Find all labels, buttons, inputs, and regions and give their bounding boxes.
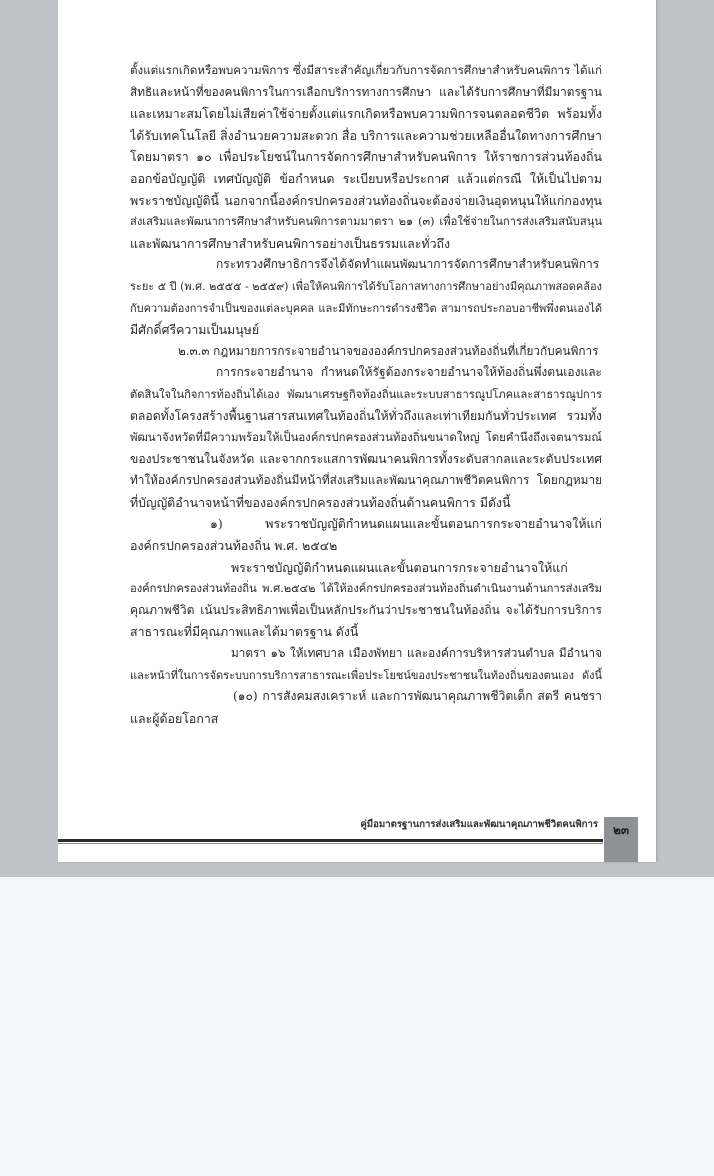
paragraph-line: และพัฒนาการศึกษาสำหรับคนพิการอย่างเป็นธรรมและทั่วถึง bbox=[130, 235, 451, 251]
footer-book-title: คู่มือมาตรฐานการส่งเสริมและพัฒนาคุณภาพชีวิตคนพิการ bbox=[360, 819, 598, 830]
empty-viewer-area bbox=[0, 877, 714, 1176]
paragraph-line: และผู้ด้อยโอกาส bbox=[130, 710, 219, 726]
paragraph-line: ที่บัญญัติอำนาจหน้าที่ขององค์กรปกครองส่วนท้องถิ่นด้านคนพิการ มีดังนี้ bbox=[130, 494, 511, 510]
paragraph-line: มีศักดิ์ศรีความเป็นมนุษย์ bbox=[130, 322, 260, 338]
footer-rule-thin bbox=[58, 843, 603, 844]
paragraph-line: ได้รับเทคโนโลยี สิ่งอำนวยความสะดวก สื่อ บริการและความช่วยเหลืออื่นใดทางการศึกษา bbox=[130, 127, 602, 143]
paragraph-line: พัฒนาจังหวัดที่มีความพร้อมให้เป็นองค์กรปกครองส่วนท้องถิ่นขนาดใหญ่ โดยคำนึงถึงเจตนารมณ์ bbox=[130, 430, 602, 445]
paragraph-line: กับความต้องการจำเป็นของแต่ละบุคคล และมีทักษะการดำรงชีวิต สามารถประกอบอาชีพพึ่งตนเองได้ bbox=[130, 301, 602, 315]
paragraph-line: (๑๐) การสังคมสงเคราะห์ และการพัฒนาคุณภาพชีวิตเด็ก สตรี คนชรา bbox=[233, 689, 602, 704]
paragraph-line: และเหมาะสมโดยไม่เสียค่าใช้จ่ายตั้งแต่แรกเกิดหรือพบความพิการจนตลอดชีวิต พร้อมทั้ง bbox=[130, 106, 602, 122]
paragraph-line: ตั้งแต่แรกเกิดหรือพบความพิการ ซึ่งมีสาระสำคัญเกี่ยวกับการจัดการศึกษาสำหรับคนพิการ ได้แก่ bbox=[130, 63, 602, 77]
paragraph-line: คุณภาพชีวิต เน้นประสิทธิภาพเพื่อเป็นหลักประกันว่าประชาชนในท้องถิ่น จะได้รับการบริการ bbox=[130, 602, 602, 617]
paragraph-line: องค์กรปกครองส่วนท้องถิ่น พ.ศ.๒๕๔๒ ได้ให้องค์กรปกครองส่วนท้องถิ่นดำเนินงานด้านการส่งเสริม bbox=[130, 582, 602, 596]
paragraph-line: และหน้าที่ในการจัดระบบการบริการสาธารณะเพื่อประโยชน์ของประชาชนในท้องถิ่นของตนเอง ดังนี้ bbox=[130, 668, 602, 682]
paragraph-line: ระยะ ๕ ปี (พ.ศ. ๒๕๕๕ - ๒๕๕๙) เพื่อให้คนพิการได้รับโอกาสทางการศึกษาอย่างมีคุณภาพสอดคล้อง bbox=[130, 279, 602, 293]
paragraph-line: ทำให้องค์กรปกครองส่วนท้องถิ่นมีหน้าที่ส่งเสริมและพัฒนาคุณภาพชีวิตคนพิการ โดยกฎหมาย bbox=[130, 473, 602, 488]
paragraph-line: โดยมาตรา ๑๐ เพื่อประโยชน์ในการจัดการศึกษาสำหรับคนพิการ ให้ราชการส่วนท้องถิ่น bbox=[130, 149, 602, 165]
page-number-tab bbox=[604, 817, 638, 862]
page-number: ๒๓ bbox=[612, 823, 630, 837]
list-item-line: ๑) พระราชบัญญัติกำหนดแผนและขั้นตอนการกระจายอำนาจให้แก่ bbox=[210, 516, 602, 532]
paragraph-line: ของประชาชนในจังหวัด และจากกระแสการพัฒนาคนพิการทั้งระดับสากลและระดับประเทศ bbox=[130, 451, 602, 466]
paragraph-line: มาตรา ๑๖ ให้เทศบาล เมืองพัทยา และองค์การบริหารส่วนตำบล มีอำนาจ bbox=[231, 646, 602, 661]
paragraph-line: การกระจายอำนาจ กำหนดให้รัฐต้องกระจายอำนาจให้ท้องถิ่นพึ่งตนเองและ bbox=[216, 365, 602, 380]
paragraph-line: ออกข้อบัญญัติ เทศบัญญัติ ข้อกำหนด ระเบียบหรือประกาศ แล้วแต่กรณี ให้เป็นไปตาม bbox=[130, 170, 602, 186]
document-page bbox=[58, 0, 656, 862]
paragraph-line: สิทธิและหน้าที่ของคนพิการในการเลือกบริการทางการศึกษา และได้รับการศึกษาที่มีมาตรฐาน bbox=[130, 84, 602, 99]
paragraph-line: ตัดสินใจในกิจการท้องถิ่นได้เอง พัฒนาเศรษฐกิจท้องถิ่นและระบบสาธารณูปโภคและสาธารณูปการ bbox=[130, 387, 602, 401]
paragraph-line: ส่งเสริมและพัฒนาการศึกษาสำหรับคนพิการตามมาตรา ๒๑ (๓) เพื่อใช้จ่ายในการส่งเสริมสนับสนุน bbox=[130, 215, 602, 229]
paragraph-line: พระราชบัญญัติกำหนดแผนและขั้นตอนการกระจายอำนาจให้แก่ bbox=[231, 559, 568, 575]
paragraph-line: กระทรวงศึกษาธิการจึงได้จัดทำแผนพัฒนาการจัดการศึกษาสำหรับคนพิการ bbox=[216, 257, 600, 272]
footer-rule bbox=[58, 839, 603, 842]
list-item-line: องค์กรปกครองส่วนท้องถิ่น พ.ศ. ๒๕๔๒ bbox=[130, 538, 338, 554]
section-heading: ๒.๓.๓ กฎหมายการกระจายอำนาจขององค์กรปกครองส่วนท้องถิ่นที่เกี่ยวกับคนพิการ bbox=[178, 343, 599, 358]
paragraph-line: สาธารณะที่มีคุณภาพและได้มาตรฐาน ดังนี้ bbox=[130, 624, 359, 640]
document-body bbox=[130, 60, 602, 729]
paragraph-line: ตลอดทั้งโครงสร้างพื้นฐานสารสนเทศในท้องถิ่นให้ทั่วถึงและเท่าเทียมกันทั่วประเทศ รวมทั้ง bbox=[130, 408, 602, 423]
paragraph-line: พระราชบัญญัตินี้ นอกจากนี้องค์กรปกครองส่วนท้องถิ่นจะต้องจ่ายเงินอุดหนุนให้แก่กองทุน bbox=[130, 192, 602, 208]
